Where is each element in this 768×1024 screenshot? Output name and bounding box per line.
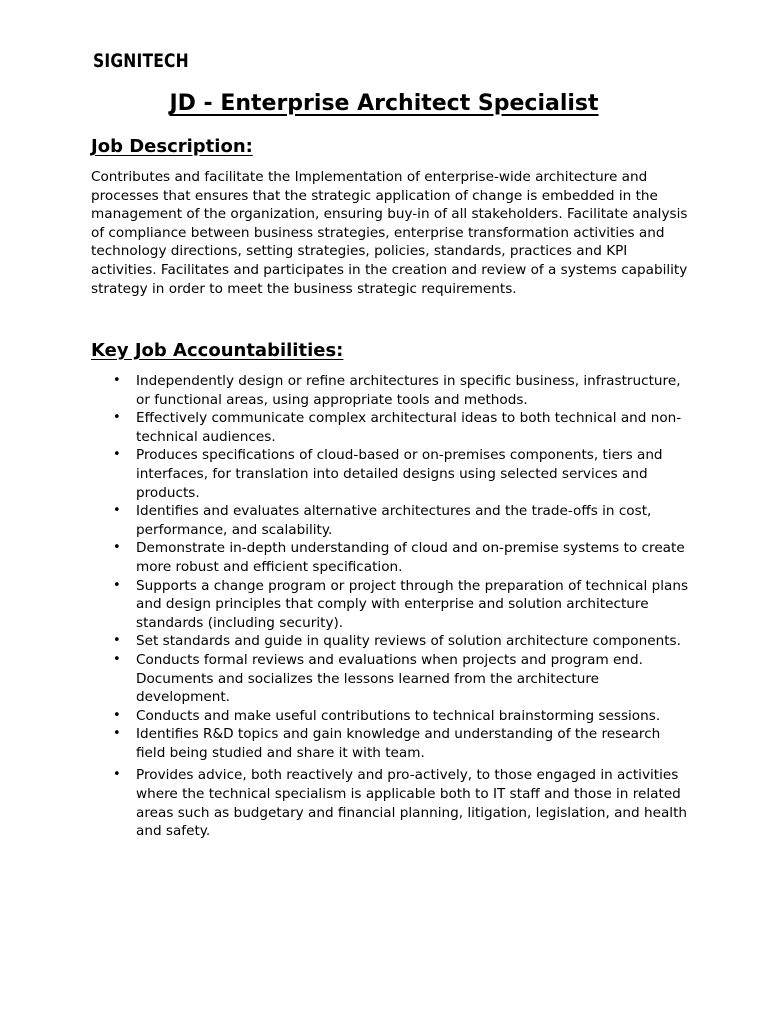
list-item-text: Conducts formal reviews and evaluations when projects and program end. Documents and socializes the lessons learned from the architecture development. bbox=[136, 651, 643, 706]
bullet-icon: • bbox=[113, 410, 121, 426]
page-title: JD - Enterprise Architect Specialist bbox=[169, 91, 599, 116]
bullet-icon: • bbox=[113, 503, 121, 519]
list-item bbox=[91, 446, 691, 502]
list-item-text: Conducts and make useful contributions to technical brainstorming sessions. bbox=[136, 707, 661, 724]
list-item bbox=[91, 409, 691, 446]
job-description-heading: Job Description: bbox=[91, 136, 253, 157]
bullet-icon: • bbox=[113, 633, 121, 649]
accountabilities-list bbox=[91, 372, 691, 841]
bullet-icon: • bbox=[113, 447, 121, 463]
list-item-text: Provides advice, both reactively and pro-actively, to those engaged in activities where the technical specialism is applicable both to IT staff and those in related areas such as budgetary and financial planning, litigation, legislation, and health and safety. bbox=[136, 767, 688, 840]
list-item bbox=[91, 707, 691, 726]
list-item bbox=[91, 632, 691, 651]
key-accountabilities-heading: Key Job Accountabilities: bbox=[91, 340, 344, 361]
bullet-icon: • bbox=[113, 373, 121, 388]
list-item-text: Identifies and evaluates alternative architectures and the trade-offs in cost, performance, and scalability. bbox=[136, 503, 652, 538]
list-item-text: Identifies R&D topics and gain knowledge and understanding of the research field being studied and share it with team. bbox=[136, 726, 661, 761]
job-description-text: Contributes and facilitate the Implementation of enterprise-wide architecture and processes that ensures that the strategic application of change is embedded in the management of the organization, ensuring buy-in of all stakeholders. Facilitate analysis of compliance between business strategies, enterprise transformation activities and technology directions, setting strategies, policies, standards, practices and KPI activities. Facilitates and participates in the creation and review of a systems capability strategy in order to meet the business strategic requirements. bbox=[91, 169, 688, 297]
list-item bbox=[91, 502, 691, 539]
list-item bbox=[91, 577, 691, 633]
bullet-icon: • bbox=[113, 767, 121, 783]
list-item-text: Independently design or refine architectures in specific business, infrastructure, or functional areas, using appropriate tools and methods. bbox=[136, 373, 681, 408]
list-item bbox=[91, 539, 691, 576]
bullet-icon: • bbox=[113, 707, 121, 723]
company-logo: SIGNITECH bbox=[93, 50, 189, 72]
bullet-icon: • bbox=[113, 726, 121, 742]
list-item-text: Produces specifications of cloud-based or on-premises components, tiers and interfaces, for translation into detailed designs using selected services and products. bbox=[136, 447, 663, 501]
list-item bbox=[91, 725, 691, 762]
list-item bbox=[91, 766, 691, 840]
bullet-icon: • bbox=[113, 577, 121, 593]
list-item-text: Effectively communicate complex architectural ideas to both technical and non-technical audiences. bbox=[136, 410, 682, 445]
bullet-icon: • bbox=[113, 540, 121, 556]
list-item-text: Set standards and guide in quality reviews of solution architecture components. bbox=[136, 633, 681, 650]
list-item-text: Demonstrate in-depth understanding of cloud and on-premise systems to create more robust and efficient specification. bbox=[136, 540, 685, 575]
list-item bbox=[91, 372, 691, 409]
bullet-icon: • bbox=[113, 651, 121, 667]
list-item-text: Supports a change program or project through the preparation of technical plans and design principles that comply with enterprise and solution architecture standards (including security). bbox=[136, 577, 689, 631]
list-item bbox=[91, 651, 691, 707]
